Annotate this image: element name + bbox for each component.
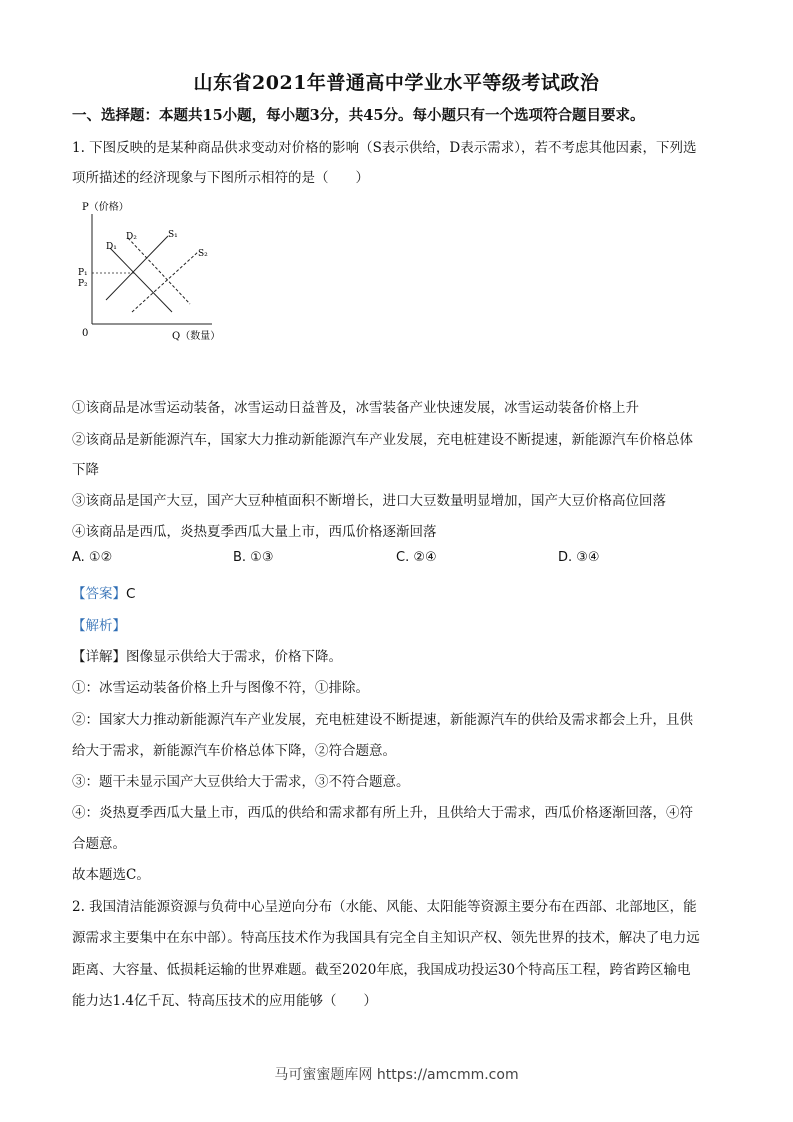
q2-line-1: 2. 我国清洁能源资源与负荷中心呈逆向分布（水能、风能、太阳能等资源主要分布在西部、北部地区，能 [72,899,697,915]
option-d: D. ③④ [558,550,600,565]
detail-line-5: ③：题干未显示国产大豆供给大于需求，③不符合题意。 [72,774,410,790]
q1-stem-line-1: 1. 下图反映的是某种商品供求变动对价格的影响（S表示供给，D表示需求），若不考虑其他因素，下列选 [72,140,697,156]
answer-row [72,582,135,602]
q2-line-3: 距离、大容量、低损耗运输的世界难题。截至2020年底，我国成功投运30个特高压工程，跨省跨区输电 [72,962,691,978]
p2-label: P₂ [78,279,88,289]
detail-line-2: ①：冰雪运动装备价格上升与图像不符，①排除。 [72,680,369,696]
detail-line-4: 给大于需求，新能源汽车价格总体下降，②符合题意。 [72,743,396,759]
page-title: 山东省2021年普通高中学业水平等级考试政治 [193,72,600,94]
detail-line-1: 【详解】图像显示供给大于需求，价格下降。 [72,649,342,665]
d2-label: D₂ [126,232,137,242]
detail-line-8: 故本题选C。 [72,867,150,883]
answer-label: 【答案】 [72,586,126,602]
analysis-label: 【解析】 [72,618,126,634]
detail-line-3: ②：国家大力推动新能源汽车产业发展，充电桩建设不断提速，新能源汽车的供给及需求都会上升，且供 [72,712,693,728]
x-axis-label: Q（数量） [172,331,221,342]
origin-label: 0 [82,328,89,339]
q1-item-3: ③该商品是国产大豆，国产大豆种植面积不断增长，进口大豆数量明显增加，国产大豆价格高位回落 [72,493,666,509]
detail-line-6: ④：炎热夏季西瓜大量上市，西瓜的供给和需求都有所上升，且供给大于需求，西瓜价格逐渐回落，④符 [72,805,693,821]
supply-demand-figure [72,196,232,346]
q2-line-4: 能力达1.4亿千瓦、特高压技术的应用能够（ ） [72,993,377,1009]
option-b: B. ①③ [233,550,274,565]
option-a: A. ①② [72,550,113,565]
p1-label: P₁ [78,268,88,278]
q1-item-4: ④该商品是西瓜，炎热夏季西瓜大量上市，西瓜价格逐渐回落 [72,524,437,540]
q1-item-1: ①该商品是冰雪运动装备，冰雪运动日益普及，冰雪装备产业快速发展，冰雪运动装备价格上升 [72,400,639,416]
q1-item-2: ②该商品是新能源汽车，国家大力推动新能源汽车产业发展，充电桩建设不断提速，新能源汽车价格总体 [72,432,693,448]
curve-d2 [128,238,190,304]
footer-watermark: 马可蜜蜜题库网 https://amcmm.com [274,1067,519,1083]
q1-stem-line-2: 项所描述的经济现象与下图所示相符的是（ ） [72,170,369,186]
curve-d1 [110,248,172,312]
s2-label: S₂ [198,249,208,259]
detail-line-7: 合题意。 [72,836,126,852]
q1-item-2-cont: 下降 [72,462,99,478]
section-heading: 一、选择题：本题共15小题，每小题3分，共45分。每小题只有一个选项符合题目要求。 [72,107,645,124]
s1-label: S₁ [168,230,178,240]
q2-line-2: 源需求主要集中在东中部）。特高压技术作为我国具有完全自主知识产权、领先世界的技术，解决了电力远 [72,930,700,946]
option-c: C. ②④ [396,550,437,565]
curve-s2 [132,252,198,312]
answer-value: C [126,586,136,602]
d1-label: D₁ [106,242,117,252]
y-axis-label: P（价格） [82,202,129,213]
